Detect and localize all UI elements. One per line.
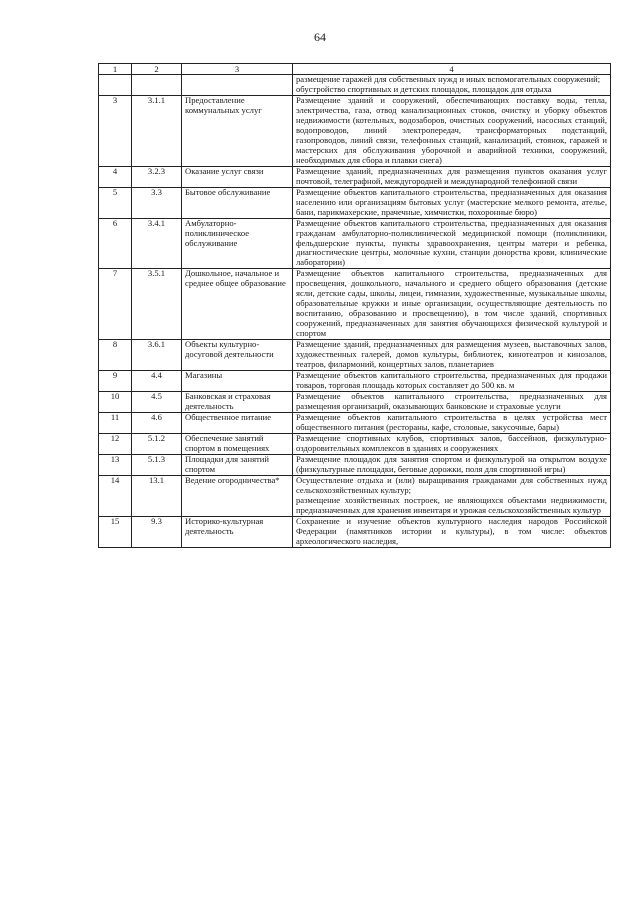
description-paragraph: размещение гаражей для собственных нужд и иных вспомогательных сооружений; bbox=[296, 74, 601, 84]
use-description bbox=[293, 433, 611, 454]
table-row bbox=[99, 269, 611, 340]
description-paragraph: Размещение спортивных клубов, спортивных залов, бассейнов, физкультурно-оздоровительных комплексов в зданиях и сооружениях bbox=[296, 432, 607, 453]
use-name: Оказание услуг связи bbox=[182, 166, 293, 187]
use-description bbox=[293, 371, 611, 392]
table-row bbox=[99, 516, 611, 547]
use-description bbox=[293, 340, 611, 371]
row-number: 14 bbox=[99, 475, 132, 516]
description-paragraph: Размещение объектов капитального строительства в целях устройства мест общественного питания (рестораны, кафе, столовые, закусочные, бары) bbox=[296, 411, 607, 432]
use-description bbox=[293, 95, 611, 166]
use-code: 3.4.1 bbox=[132, 218, 182, 269]
description-paragraph: размещение хозяйственных построек, не являющихся объектами недвижимости, предназначенных для хранения инвентаря и урожая сельскохозяйственных культур bbox=[296, 494, 607, 515]
description-paragraph: Осуществление отдыха и (или) выращивания гражданами для собственных нужд сельскохозяйственных культур; bbox=[296, 474, 607, 495]
table-row bbox=[99, 392, 611, 413]
table-row bbox=[99, 433, 611, 454]
land-use-table bbox=[98, 63, 611, 548]
row-number: 15 bbox=[99, 516, 132, 547]
table-row bbox=[99, 454, 611, 475]
header-col-1: 1 bbox=[99, 64, 132, 75]
table-row bbox=[99, 218, 611, 269]
row-number: 12 bbox=[99, 433, 132, 454]
use-code: 3.3 bbox=[132, 187, 182, 218]
row-number: 6 bbox=[99, 218, 132, 269]
use-code: 5.1.2 bbox=[132, 433, 182, 454]
use-description bbox=[293, 454, 611, 475]
description-paragraph: Размещение объектов капитального строительства, предназначенных для оказания гражданам амбулаторно-поликлинической медицинской помощи (поликлиники, фельдшерские пункты, пункты здравоохранения, центры матери и ребенка, диагностические центры, молочные кухни, станции донорства крови, клинические лаборатории) bbox=[296, 217, 607, 268]
row-number: 7 bbox=[99, 269, 132, 340]
use-name: Ведение огородничества* bbox=[182, 475, 293, 516]
header-col-2: 2 bbox=[132, 64, 182, 75]
use-code: 9.3 bbox=[132, 516, 182, 547]
header-col-4: 4 bbox=[293, 64, 611, 75]
description-paragraph: Размещение зданий, предназначенных для размещения пунктов оказания услуг почтовой, телеграфной, междугородней и международной телефонной связи bbox=[296, 165, 607, 186]
row-number: 5 bbox=[99, 187, 132, 218]
use-name: Общественное питание bbox=[182, 412, 293, 433]
table-row bbox=[99, 340, 611, 371]
row-number: 13 bbox=[99, 454, 132, 475]
use-code: 3.1.1 bbox=[132, 95, 182, 166]
description-paragraph: обустройство спортивных и детских площадок, площадок для отдыха bbox=[296, 83, 552, 94]
use-name: Историко-культурная деятельность bbox=[182, 516, 293, 547]
description-paragraph: Размещение зданий и сооружений, обеспечивающих поставку воды, тепла, электричества, газа, отвод канализационных стоков, очистку и уборку объектов недвижимости (котельных, водозаборов, очистных сооружений, насосных станций, водопроводов, линий электропередач, трансформаторных подстанций, газопроводов, линий связи, телефонных станций, канализаций, стоянок, гаражей и мастерских для обслуживания уборочной и аварийной техники, сооружений, необходимых для сбора и плавки снега) bbox=[296, 94, 607, 165]
use-name: Бытовое обслуживание bbox=[182, 187, 293, 218]
use-description bbox=[293, 187, 611, 218]
row-number: 4 bbox=[99, 166, 132, 187]
page-number: 64 bbox=[314, 30, 326, 44]
table-header-row bbox=[99, 64, 611, 75]
use-description bbox=[293, 475, 611, 516]
row-number: 11 bbox=[99, 412, 132, 433]
table-row bbox=[99, 412, 611, 433]
description-paragraph: Размещение объектов капитального строительства, предназначенных для оказания населению или организациям бытовых услуг (мастерские мелкого ремонта, ателье, бани, парикмахерские, прачечные, химчистки, похоронные бюро) bbox=[296, 186, 607, 217]
header-col-3: 3 bbox=[182, 64, 293, 75]
row-number bbox=[99, 75, 132, 96]
use-code bbox=[132, 75, 182, 96]
use-description bbox=[293, 75, 611, 96]
use-name bbox=[182, 75, 293, 96]
use-code: 5.1.3 bbox=[132, 454, 182, 475]
table-row bbox=[99, 166, 611, 187]
use-code: 13.1 bbox=[132, 475, 182, 516]
use-name: Дошкольное, начальное и среднее общее образование bbox=[182, 269, 293, 340]
use-code: 3.2.3 bbox=[132, 166, 182, 187]
row-number: 8 bbox=[99, 340, 132, 371]
table-row bbox=[99, 475, 611, 516]
use-code: 4.4 bbox=[132, 371, 182, 392]
row-number: 10 bbox=[99, 392, 132, 413]
use-name: Площадки для занятий спортом bbox=[182, 454, 293, 475]
use-description bbox=[293, 392, 611, 413]
description-paragraph: Размещение объектов капитального строительства, предназначенных для размещения организаций, оказывающих банковские и страховые услуги bbox=[296, 391, 607, 411]
use-description bbox=[293, 269, 611, 340]
table-row bbox=[99, 187, 611, 218]
use-name: Амбулаторно-поликлиническое обслуживание bbox=[182, 218, 293, 269]
row-number: 3 bbox=[99, 95, 132, 166]
description-paragraph: Размещение объектов капитального строительства, предназначенных для продажи товаров, торговая площадь которых составляет до 500 кв. м bbox=[296, 370, 607, 391]
use-name: Объекты культурно-досуговой деятельности bbox=[182, 340, 293, 371]
description-paragraph: Размещение объектов капитального строительства, предназначенных для просвещения, дошкольного, начального и среднего общего образования (детские ясли, детские сады, школы, лицеи, гимназии, художественные, музыкальные школы, образовательные кружки и иные организации, осуществляющие деятельность по воспитанию, образованию и просвещению), в том числе зданий, спортивных сооружений, предназначенных для занятия обучающихся физической культурой и спортом bbox=[296, 268, 607, 339]
row-number: 9 bbox=[99, 371, 132, 392]
use-code: 4.6 bbox=[132, 412, 182, 433]
table-row bbox=[99, 95, 611, 166]
use-description bbox=[293, 516, 611, 547]
use-description bbox=[293, 412, 611, 433]
use-name: Магазины bbox=[182, 371, 293, 392]
description-paragraph: Размещение площадок для занятия спортом и физкультурой на открытом воздухе (физкультурные площадки, беговые дорожки, поля для спортивной игры) bbox=[296, 453, 607, 474]
use-code: 4.5 bbox=[132, 392, 182, 413]
use-description bbox=[293, 218, 611, 269]
use-description bbox=[293, 166, 611, 187]
table-row bbox=[99, 75, 611, 96]
description-paragraph: Размещение зданий, предназначенных для размещения музеев, выставочных залов, художественных галерей, домов культуры, библиотек, кинотеатров и кинозалов, театров, филармоний, концертных залов, планетариев bbox=[296, 339, 607, 370]
use-name: Банковская и страховая деятельность bbox=[182, 392, 293, 413]
use-code: 3.6.1 bbox=[132, 340, 182, 371]
use-name: Предоставление коммунальных услуг bbox=[182, 95, 293, 166]
use-code: 3.5.1 bbox=[132, 269, 182, 340]
table-row bbox=[99, 371, 611, 392]
use-name: Обеспечение занятий спортом в помещениях bbox=[182, 433, 293, 454]
description-paragraph: Сохранение и изучение объектов культурного наследия народов Российской Федерации (памятников истории и культуры), в том числе: объектов археологического наследия, bbox=[296, 515, 607, 546]
